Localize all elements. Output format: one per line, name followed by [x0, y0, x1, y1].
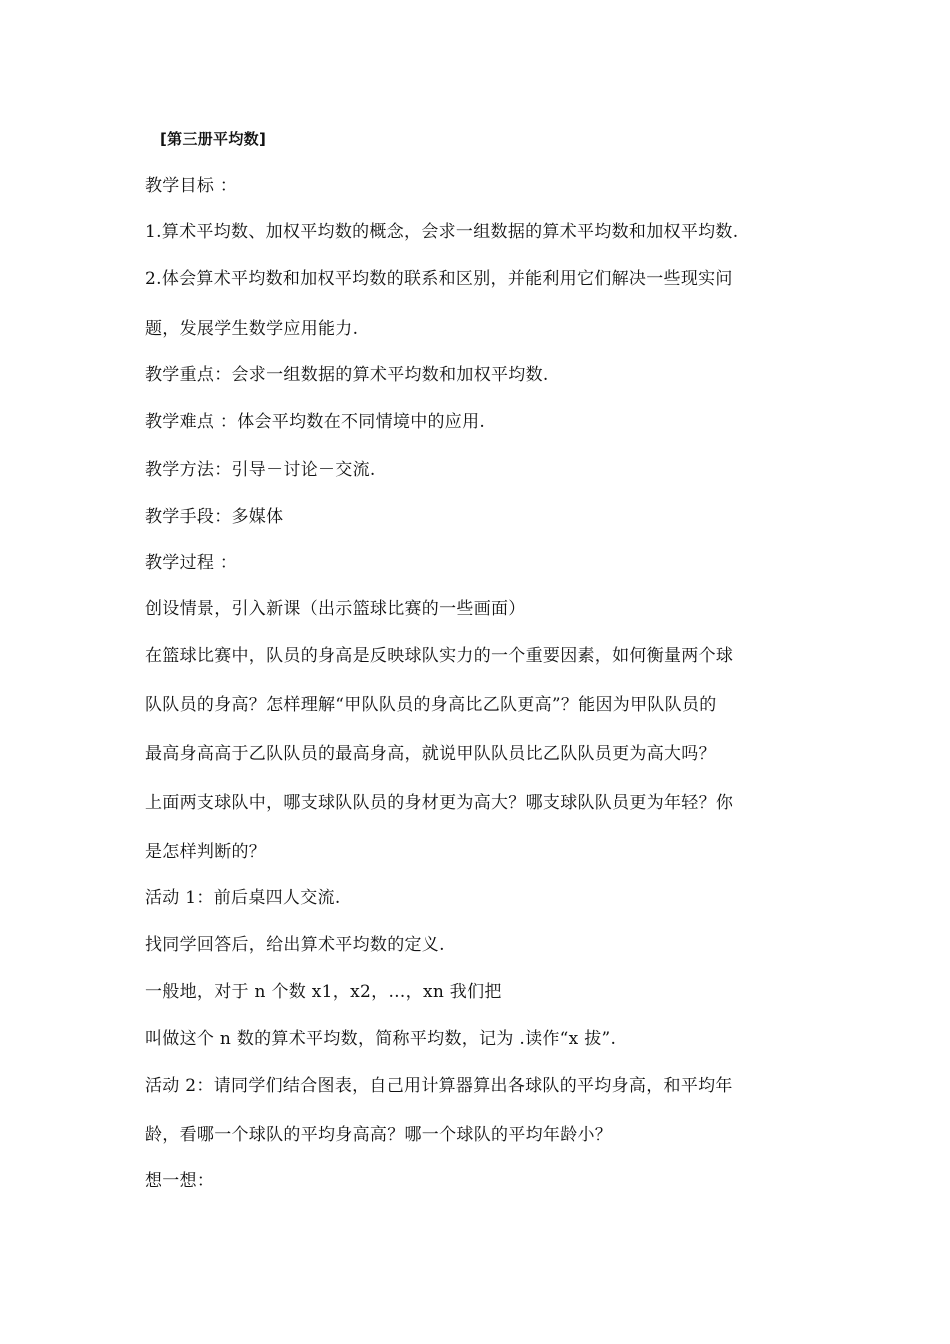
activity-1: 活动 1：前后桌四人交流. — [145, 888, 341, 908]
paragraph-1-line-1: 在篮球比赛中，队员的身高是反映球队实力的一个重要因素，如何衡量两个球 — [145, 646, 734, 666]
paragraph-2-line-1: 上面两支球队中，哪支球队队员的身材更为高大？哪支球队队员更为年轻？你 — [145, 793, 734, 813]
definition-line-1: 一般地，对于 n 个数 x1，x2，…，xn 我们把 — [145, 982, 502, 1002]
objective-2-line-1: 2.体会算术平均数和加权平均数的联系和区别，并能利用它们解决一些现实问 — [145, 269, 733, 289]
teaching-method: 教学方法：引导－讨论－交流. — [145, 460, 376, 480]
section-heading-process: 教学过程 ： — [145, 553, 238, 573]
think-prompt: 想一想： — [145, 1171, 215, 1191]
teaching-tools: 教学手段：多媒体 — [145, 507, 284, 527]
definition-line-2: 叫做这个 n 数的算术平均数，简称平均数，记为 .读作“x 拔”. — [145, 1029, 617, 1049]
paragraph-2-line-2: 是怎样判断的？ — [145, 842, 267, 862]
paragraph-1-line-3: 最高身高高于乙队队员的最高身高，就说甲队队员比乙队队员更为高大吗？ — [145, 744, 716, 764]
intro-scenario: 创设情景，引入新课（出示篮球比赛的一些画面） — [145, 599, 526, 619]
teaching-difficulty: 教学难点 ：体会平均数在不同情境中的应用. — [145, 412, 486, 432]
document-title: [第三册平均数] — [160, 130, 267, 148]
teaching-key-point: 教学重点：会求一组数据的算术平均数和加权平均数. — [145, 365, 549, 385]
section-heading-objectives: 教学目标 ： — [145, 176, 238, 196]
paragraph-1-line-2: 队队员的身高？怎样理解“甲队队员的身高比乙队更高”？能因为甲队队员的 — [145, 695, 717, 715]
activity-2-line-1: 活动 2：请同学们结合图表，自己用计算器算出各球队的平均身高，和平均年 — [145, 1076, 733, 1096]
activity-2-line-2: 龄，看哪一个球队的平均身高高？哪一个球队的平均年龄小？ — [145, 1125, 613, 1145]
objective-2-line-2: 题，发展学生数学应用能力. — [145, 319, 359, 339]
objective-1: 1.算术平均数、加权平均数的概念，会求一组数据的算术平均数和加权平均数. — [145, 222, 739, 242]
definition-intro: 找同学回答后，给出算术平均数的定义. — [145, 935, 445, 955]
